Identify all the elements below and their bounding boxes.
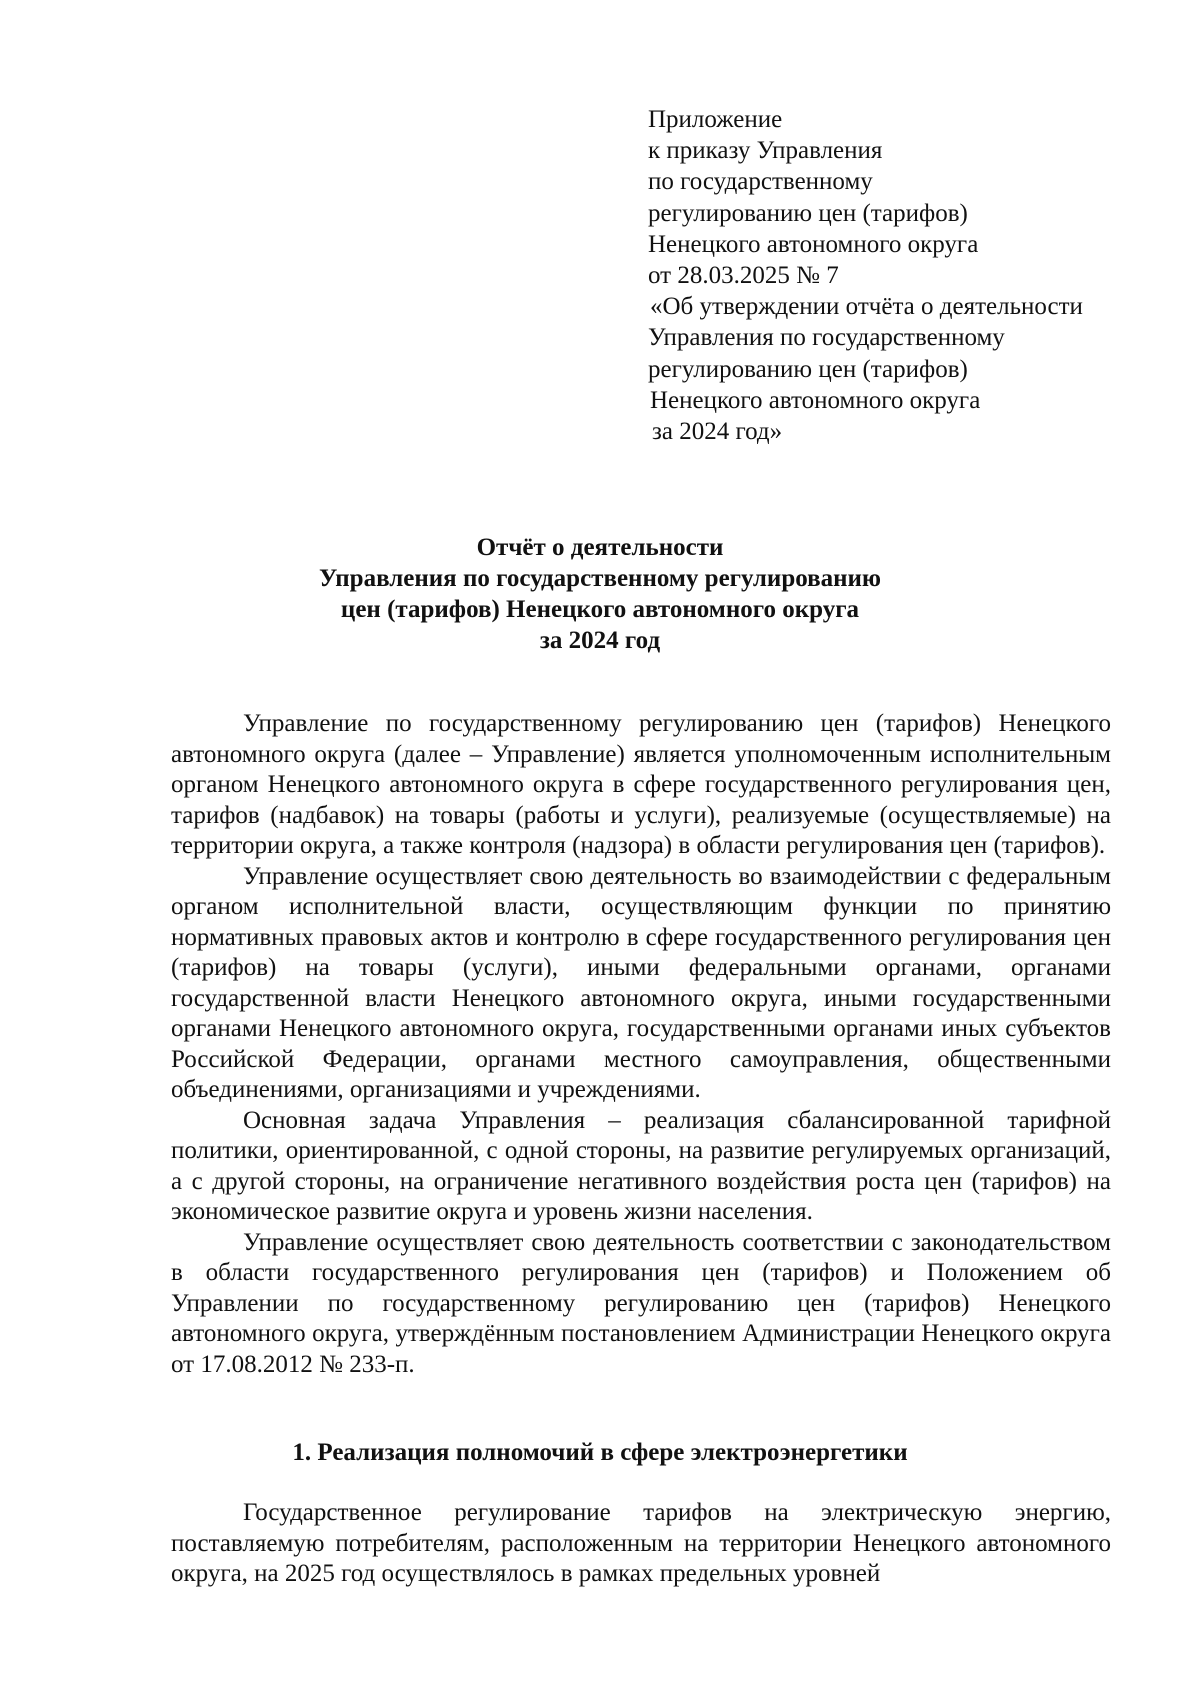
appendix-line: от 28.03.2025 № 7 [648,262,839,290]
section-body [171,1498,1111,1590]
appendix-line: «Об утверждении отчёта о деятельности [650,293,1083,321]
appendix-line: к приказу Управления [648,137,883,165]
report-title [0,532,1200,656]
title-line: Управления по государственному регулированию [318,565,882,592]
paragraph: Управление по государственному регулированию цен (тарифов) Ненецкого автономного округа (далее – Управление) является уполномоченным исполнительным органом Ненецкого автономного округа в сфере государственного регулирования цен, тарифов (надбавок) на товары (работы и услуги), реализуемые (осуществляемые) на территории округа, а также контроля (надзора) в области регулирования цен (тарифов). [171,710,1111,859]
appendix-line: Приложение [648,106,783,133]
appendix-line: по государственному [648,168,873,196]
section-heading: 1. Реализация полномочий в сфере электроэнергетики [292,1439,908,1466]
appendix-line: Ненецкого автономного округа [650,386,981,414]
appendix-line: регулированию цен (тарифов) [648,199,968,227]
title-line: за 2024 год [539,627,661,654]
appendix-line: Управления по государственному [648,324,1005,352]
paragraph: Государственное регулирование тарифов на электрическую энергию, поставляемую потребителям, расположенным на территории Ненецкого автономного округа, на 2025 год осуществлялось в рамках предельных уровней [171,1499,1111,1587]
paragraph: Основная задача Управления – реализация сбалансированной тарифной политики, ориентированной, с одной стороны, на развитие регулируемых организаций, а с другой стороны, на ограничение негативного воздействия роста цен (тарифов) на экономическое развитие округа и уровень жизни населения. [171,1106,1111,1225]
title-line: цен (тарифов) Ненецкого автономного округа [340,596,860,623]
paragraph: Управление осуществляет свою деятельность соответствии с законодательством в области государственного регулирования цен (тарифов) и Положением об Управлении по государственному регулированию цен (тарифов) Ненецкого автономного округа, утверждённым постановлением Администрации Ненецкого округа от 17.08.2012 № 233-п. [171,1228,1111,1378]
appendix-line: Ненецкого автономного округа [648,230,979,258]
paragraph: Управление осуществляет свою деятельность во взаимодействии с федеральным органом исполнительной власти, осуществляющим функции по принятию нормативных правовых актов и контролю в сфере государственного регулирования цен (тарифов) на товары (услуги), иными федеральными органами, органами государственной власти Ненецкого автономного округа, иными государственными органами Ненецкого автономного округа, государственными органами иных субъектов Российской Федерации, органами местного самоуправления, общественными объединениями, организациями и учреждениями. [171,862,1111,1103]
appendix-line: регулированию цен (тарифов) [648,355,968,383]
report-body [171,709,1111,1380]
appendix-line: за 2024 год» [652,418,783,446]
appendix-block [648,104,1168,447]
title-line: Отчёт о деятельности [476,534,724,561]
